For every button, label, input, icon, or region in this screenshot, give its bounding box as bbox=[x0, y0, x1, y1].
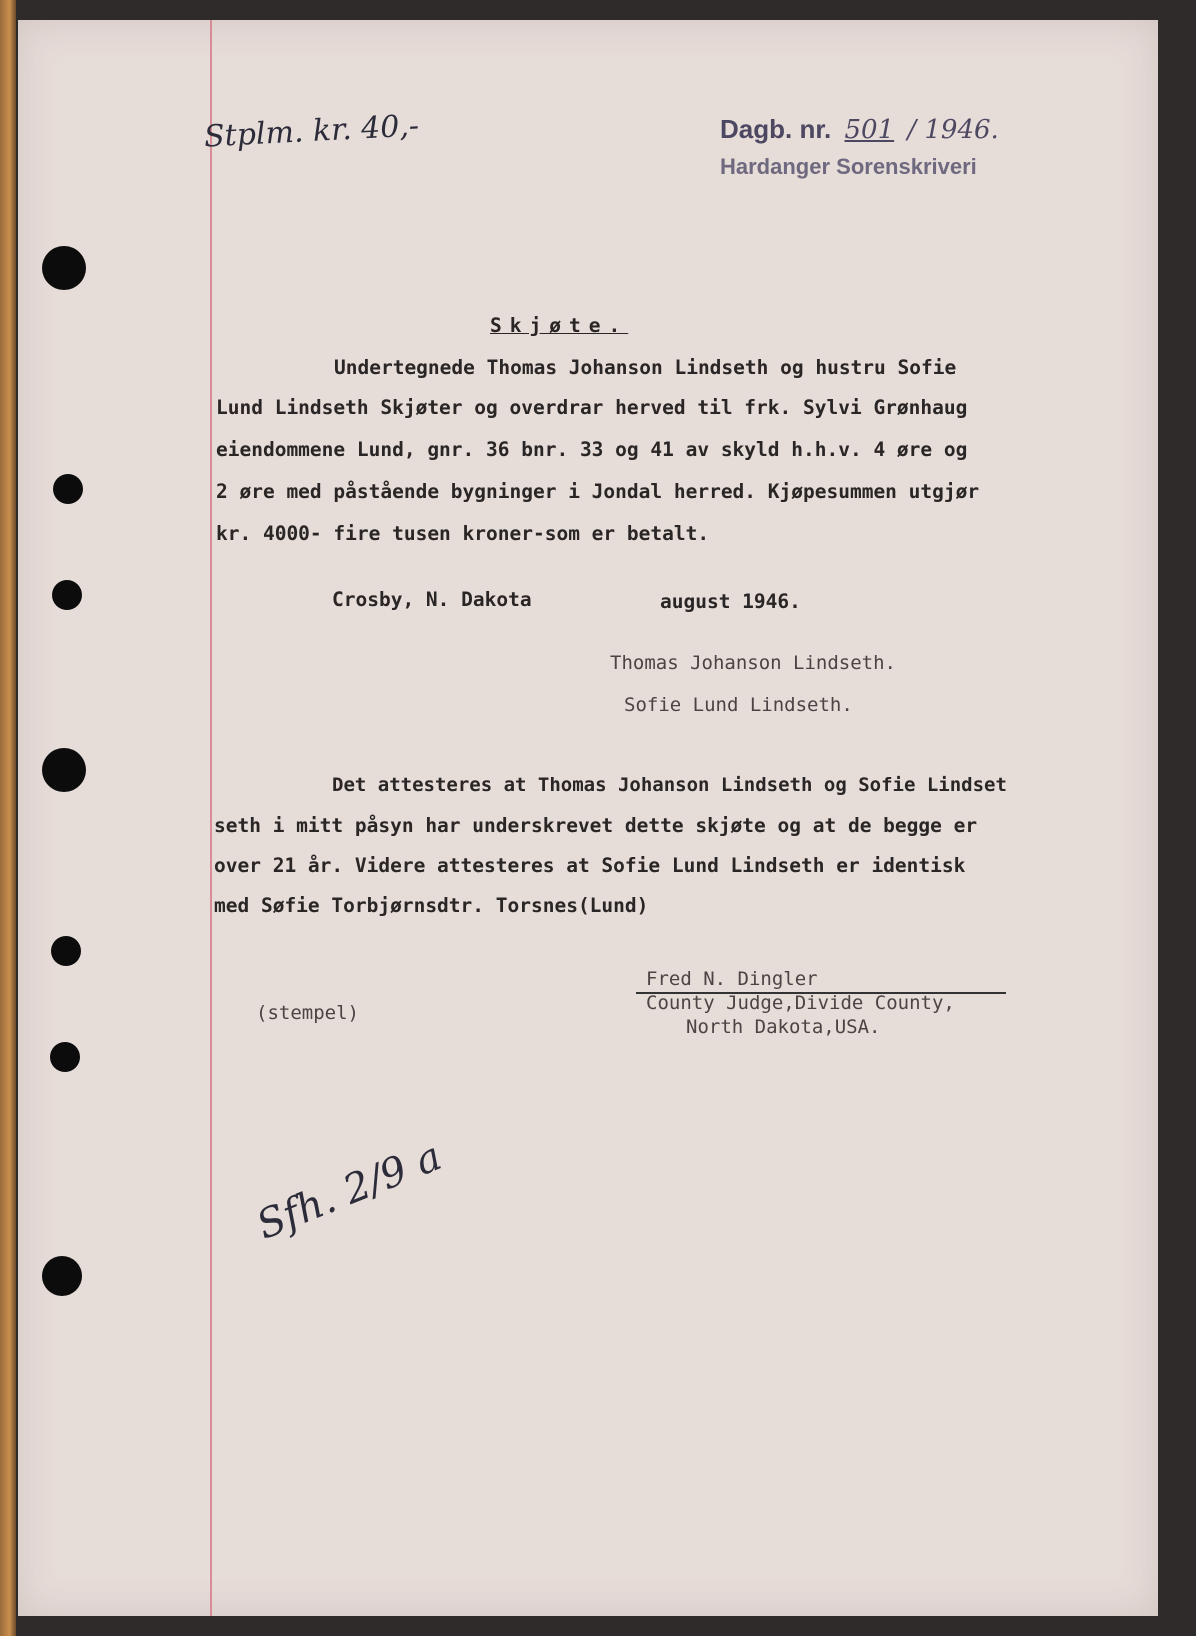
date: august 1946. bbox=[660, 590, 801, 613]
punch-hole bbox=[42, 246, 86, 290]
punch-hole bbox=[53, 474, 83, 504]
attest-line: seth i mitt påsyn har underskrevet dette skjøte og at de begge er bbox=[214, 814, 978, 837]
signature-line: Sofie Lund Lindseth. bbox=[624, 694, 853, 716]
punch-hole bbox=[42, 1256, 82, 1296]
judge-title: County Judge,Divide County, bbox=[646, 992, 955, 1014]
stamp-label: Dagb. nr. bbox=[720, 114, 832, 144]
stamp-note: (stempel) bbox=[256, 1002, 359, 1024]
document-title: Skjøte. bbox=[490, 314, 629, 337]
handwritten-fee: Stplm. kr. 40,- bbox=[203, 108, 420, 155]
punch-hole bbox=[42, 748, 86, 792]
punch-hole bbox=[50, 1042, 80, 1072]
page-edge bbox=[0, 0, 16, 1636]
handwritten-note: Sfh. 2/9 a bbox=[250, 1133, 448, 1249]
body-line: Lund Lindseth Skjøter og overdrar herved til frk. Sylvi Grønhaug bbox=[216, 396, 968, 419]
place: Crosby, N. Dakota bbox=[332, 588, 532, 611]
signature-line: Thomas Johanson Lindseth. bbox=[610, 652, 896, 674]
judge-name: Fred N. Dingler bbox=[646, 968, 818, 990]
body-line: Undertegnede Thomas Johanson Lindseth og hustru Sofie bbox=[334, 356, 957, 379]
stamp-office: Hardanger Sorenskriveri bbox=[720, 154, 977, 179]
attest-line: Det attesteres at Thomas Johanson Lindseth og Sofie Lindset bbox=[332, 774, 1007, 796]
attest-line: med Søfie Torbjørnsdtr. Torsnes(Lund) bbox=[214, 894, 649, 917]
stamp-year: / 1946. bbox=[907, 115, 999, 145]
body-line: 2 øre med påstående bygninger i Jondal herred. Kjøpesummen utgjør bbox=[216, 480, 980, 503]
body-line: kr. 4000- fire tusen kroner-som er betalt. bbox=[216, 522, 710, 545]
punch-hole bbox=[52, 580, 82, 610]
stamp-number: 501 bbox=[844, 115, 895, 145]
judge-location: North Dakota,USA. bbox=[686, 1016, 881, 1038]
body-line: eiendommene Lund, gnr. 36 bnr. 33 og 41 av skyld h.h.v. 4 øre og bbox=[216, 438, 968, 461]
punch-hole bbox=[51, 936, 81, 966]
attest-line: over 21 år. Videre attesteres at Sofie Lund Lindseth er identisk bbox=[214, 854, 966, 877]
margin-line bbox=[210, 20, 212, 1616]
document-page bbox=[18, 20, 1158, 1616]
registry-stamp bbox=[720, 114, 999, 145]
